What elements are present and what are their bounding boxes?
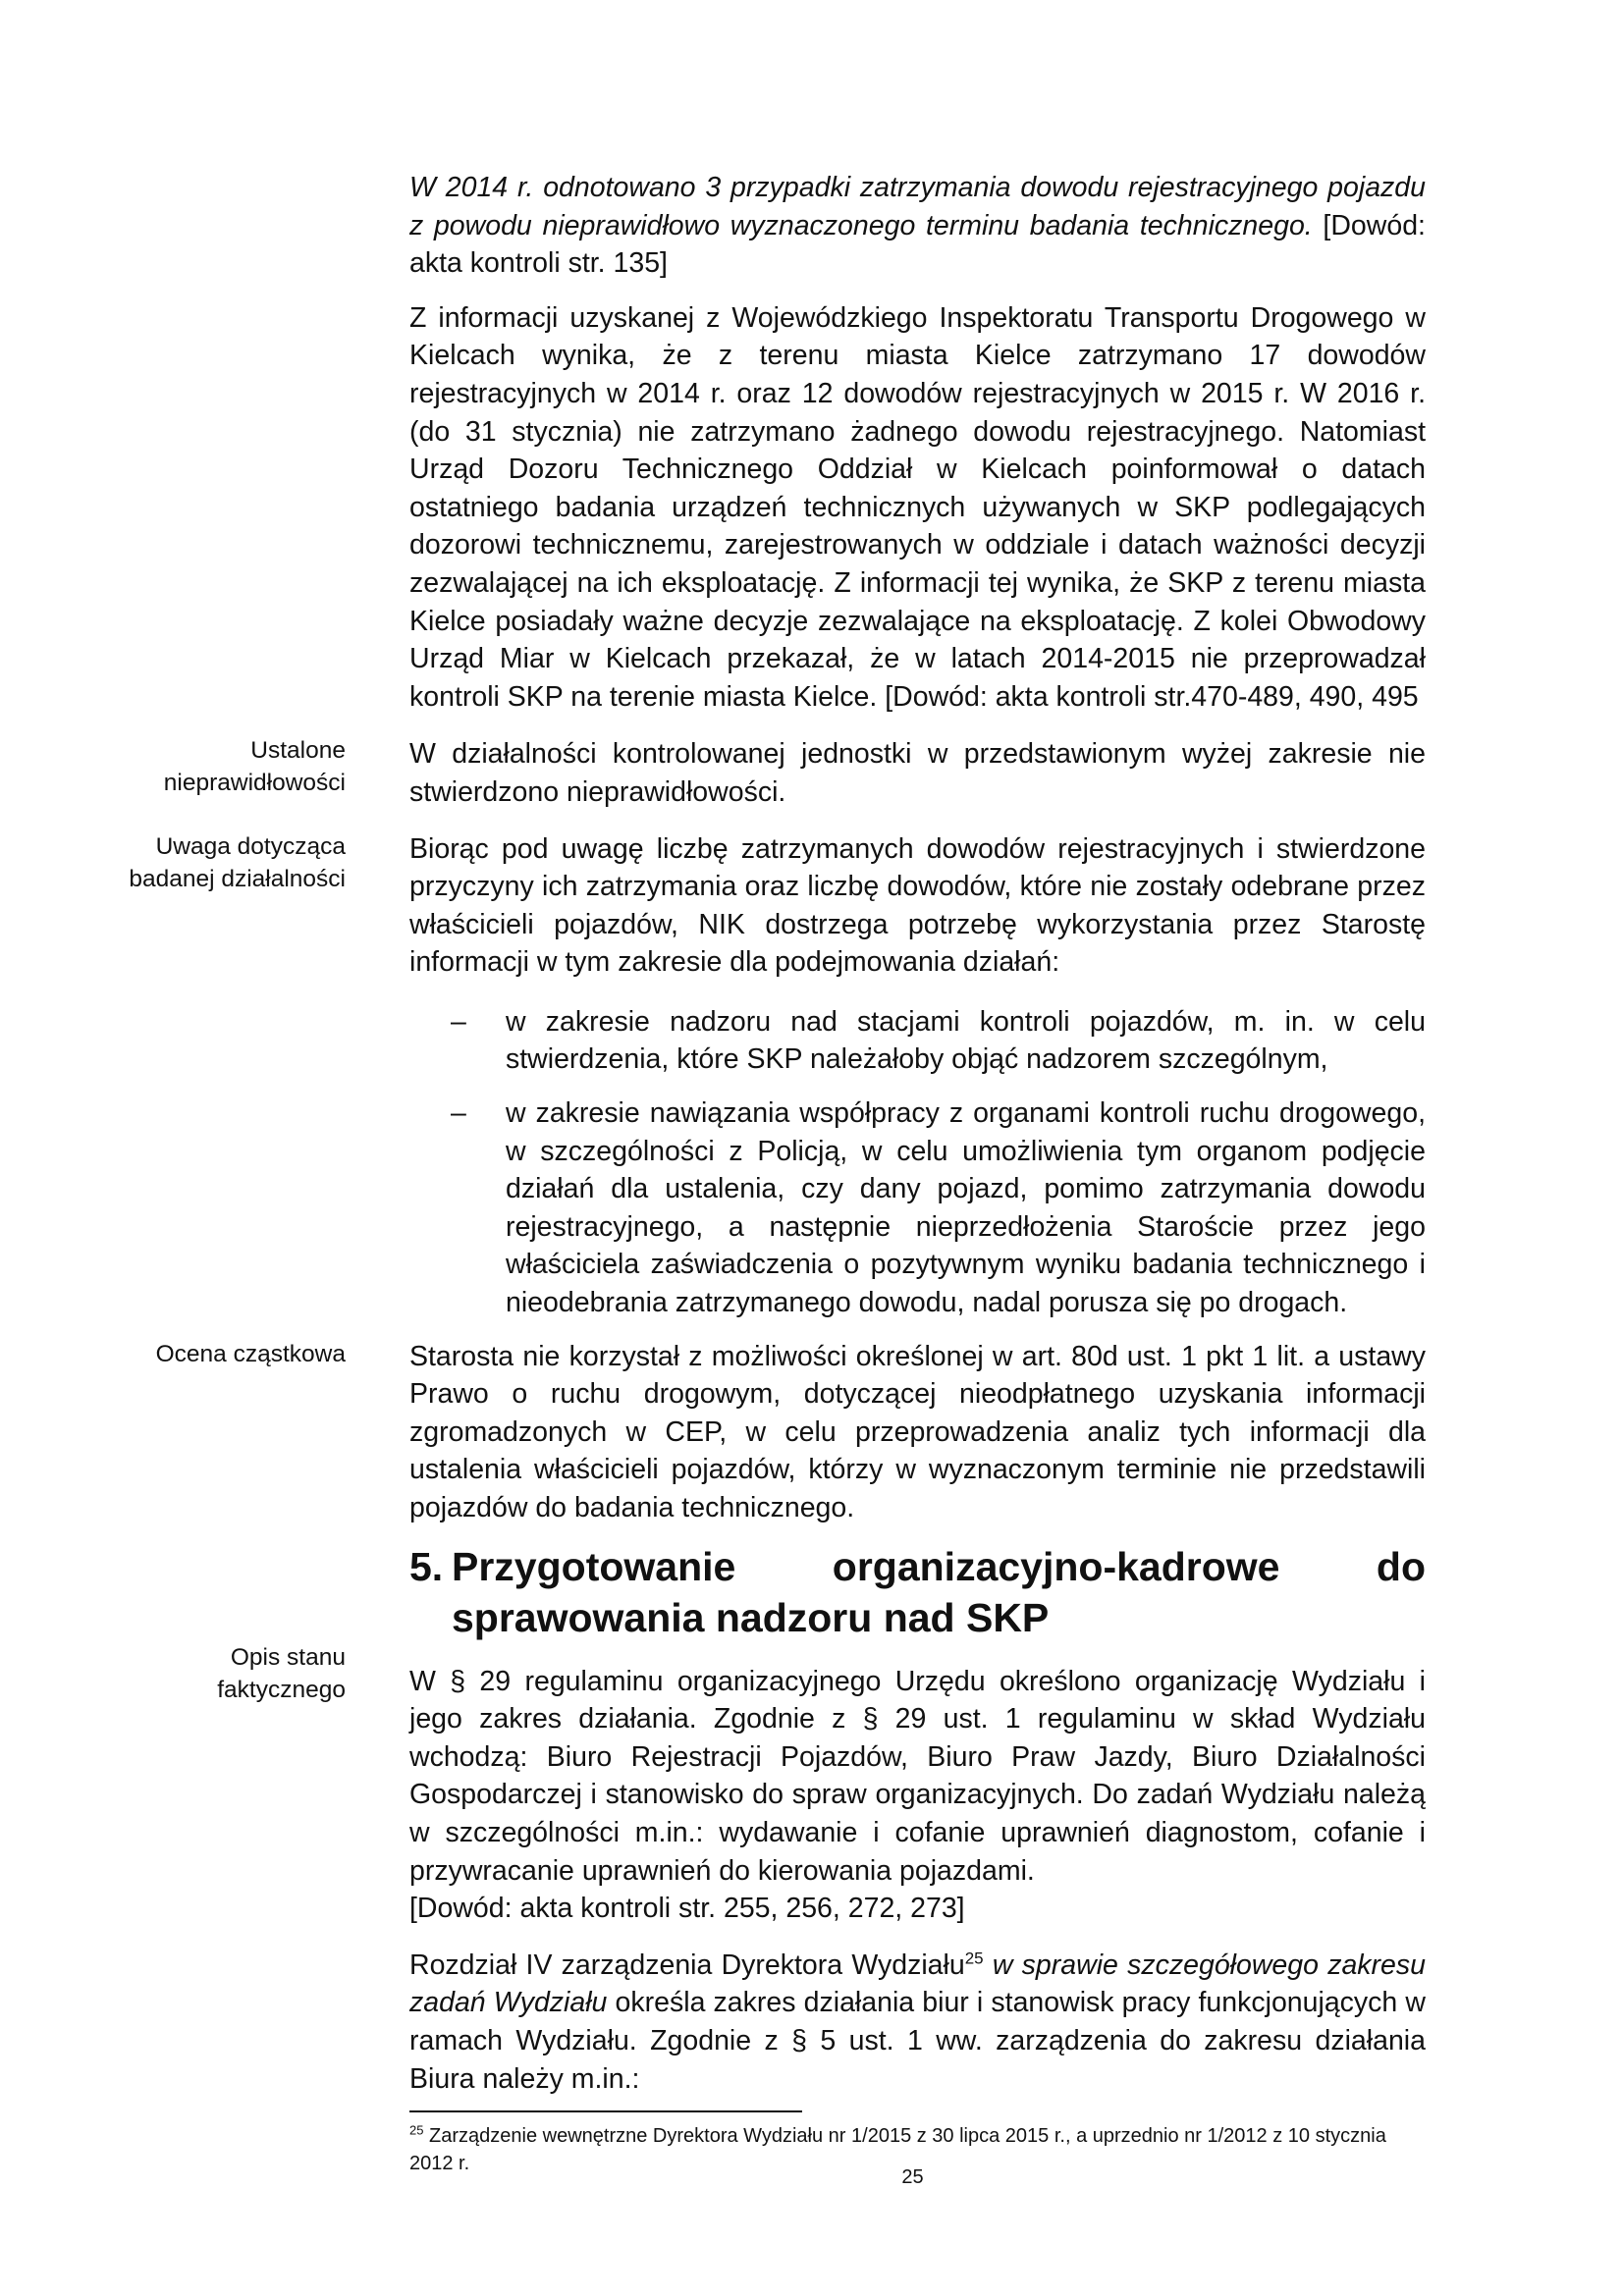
margin-note-line: nieprawidłowości [163, 770, 346, 796]
paragraph-text: określa zakres działania biur i stanowisk pracy funkcjonujących w ramach Wydziału. Zgodnie z § 5 ust. 1 ww. zarządzenia do zakresu działania Biura należy m.in.: [409, 1987, 1426, 2095]
paragraph-regulamin: W § 29 regulaminu organizacyjnego Urzędu określono organizację Wydziału i jego zakres działania. Zgodnie z § 29 ust. 1 regulaminu w skład Wydziału wchodzą: Biuro Rejestracji Pojazdów, Biuro Praw Jazdy, Biuro Działalności Gospodarczej i stanowisko do spraw organizacyjnych. Do zadań Wydziału należą w szczególności m.in.: wydawanie i cofanie uprawnień diagnostom, cofanie i przywracanie uprawnień do kierowania pojazdami. [409, 1665, 1426, 1887]
evidence-reference: [Dowód: akta kontroli str. 255, 256, 272, 273] [409, 1893, 965, 1925]
paragraph-zarzadzenie [409, 1947, 1426, 2098]
paragraph-zatrzymania-2014 [409, 169, 1426, 283]
footnote-text: Zarządzenie wewnętrzne Dyrektora Wydziału nr 1/2015 z 30 lipca 2015 r., a uprzednio nr 1/2012 z 10 stycznia 2012 r. [409, 2125, 1386, 2174]
list-item-text: w zakresie nawiązania współpracy z organami kontroli ruchu drogowego, w szczególności z Policją, w celu umożliwienia tym organom podjęcie działań dla ustalenia, czy dany pojazd, pomimo zatrzymania dowodu rejestracyjnego, a następnie nieprzedłożenia Staroście przez jego właściciela zaświadczenia o pozytywnym wyniku badania technicznego i nieodebrania zatrzymanego dowodu, nadal porusza się po drogach. [506, 1097, 1426, 1319]
list-item [409, 1095, 1426, 1322]
section-title: Przygotowanie organizacyjno-kadrowe do sprawowania nadzoru nad SKP [452, 1543, 1426, 1640]
list-item-text: w zakresie nadzoru nad stacjami kontroli pojazdów, m. in. w celu stwierdzenia, które SKP należałoby objąć nadzorem szczególnym, [506, 1005, 1426, 1076]
footnote-reference[interactable]: 25 [964, 1949, 984, 1968]
paragraph-text: Rozdział IV zarządzenia Dyrektora Wydziału [409, 1949, 965, 1981]
footnote-number: 25 [409, 2122, 424, 2138]
margin-note-uwaga [118, 830, 346, 895]
margin-note-line: faktycznego [217, 1677, 346, 1703]
dash-bullet: – [451, 1005, 466, 1038]
list-item [409, 1003, 1426, 1079]
margin-note-line: badanej działalności [129, 866, 346, 892]
paragraph-ustalone-nieprawidlowosci: W działalności kontrolowanej jednostki w przedstawionym wyżej zakresie nie stwierdzono nieprawidłowości. [409, 738, 1426, 808]
margin-note-line: Ocena cząstkowa [155, 1341, 346, 1367]
margin-note-ocena [118, 1338, 346, 1370]
margin-note-line: Ustalone [250, 737, 346, 764]
paragraph-uwaga: Biorąc pod uwagę liczbę zatrzymanych dowodów rejestracyjnych i stwierdzone przyczyny ich zatrzymania oraz liczbę dowodów, które nie zostały odebrane przez właścicieli pojazdów, NIK dostrzega potrzebę wykorzystania przez Starostę informacji w tym zakresie dla podejmowania działań: [409, 832, 1426, 979]
section-heading [409, 1541, 1426, 1643]
margin-note-ustalone [118, 734, 346, 799]
dash-bullet: – [451, 1097, 466, 1130]
paragraph-ocena-czastkowa: Starosta nie korzystał z możliwości określonej w art. 80d ust. 1 pkt 1 lit. a ustawy Prawo o ruchu drogowym, dotyczącej nieodpłatnego uzyskania informacji zgromadzonych w CEP, w celu przeprowadzenia analiz tych informacji dla ustalenia właścicieli pojazdów, którzy w wyznaczonym terminie nie przedstawili pojazdów do badania technicznego. [409, 1340, 1426, 1523]
paragraph-italic-text: w sprawie szczegółowego zakresu zadań Wydziału [409, 1949, 1427, 2019]
paragraph-italic-text: W 2014 r. odnotowano 3 przypadki zatrzymania dowodu rejestracyjnego pojazdu z powodu nieprawidłowo wyznaczonego terminu badania technicznego. [409, 172, 1426, 241]
margin-note-line: Uwaga dotycząca [155, 833, 346, 860]
recommendation-list [409, 1003, 1426, 1322]
paragraph-informacje-witd: Z informacji uzyskanej z Wojewódzkiego Inspektoratu Transportu Drogowego w Kielcach wynika, że z terenu miasta Kielce zatrzymano 17 dowodów rejestracyjnych w 2014 r. oraz 12 dowodów rejestracyjnych w 2015 r. W 2016 r. (do 31 stycznia) nie zatrzymano żadnego dowodu rejestracyjnego. Natomiast Urząd Dozoru Technicznego Oddział w Kielcach poinformował o datach ostatniego badania urządzeń technicznych używanych w SKP podlegających dozorowi technicznemu, zarejestrowanych w oddziale i datach ważności decyzji zezwalającej na ich eksploatację. Z informacji tej wynika, że SKP z terenu miasta Kielce posiadały ważne decyzje zezwalające na eksploatację. Z kolei Obwodowy Urząd Miar w Kielcach przekazał, że w latach 2014-2015 nie przeprowadzał kontroli SKP na terenie miasta Kielce. [Dowód: akta kontroli str.470-489, 490, 495 [409, 301, 1426, 713]
evidence-reference: [Dowód: akta kontroli str. 135] [409, 209, 1426, 280]
section-number: 5. [409, 1543, 444, 1589]
page-number: 25 [901, 2166, 924, 2188]
footnote-separator [409, 2110, 802, 2112]
margin-note-opis [118, 1641, 346, 1706]
margin-note-line: Opis stanu [230, 1644, 346, 1671]
main-column [409, 169, 1426, 2116]
